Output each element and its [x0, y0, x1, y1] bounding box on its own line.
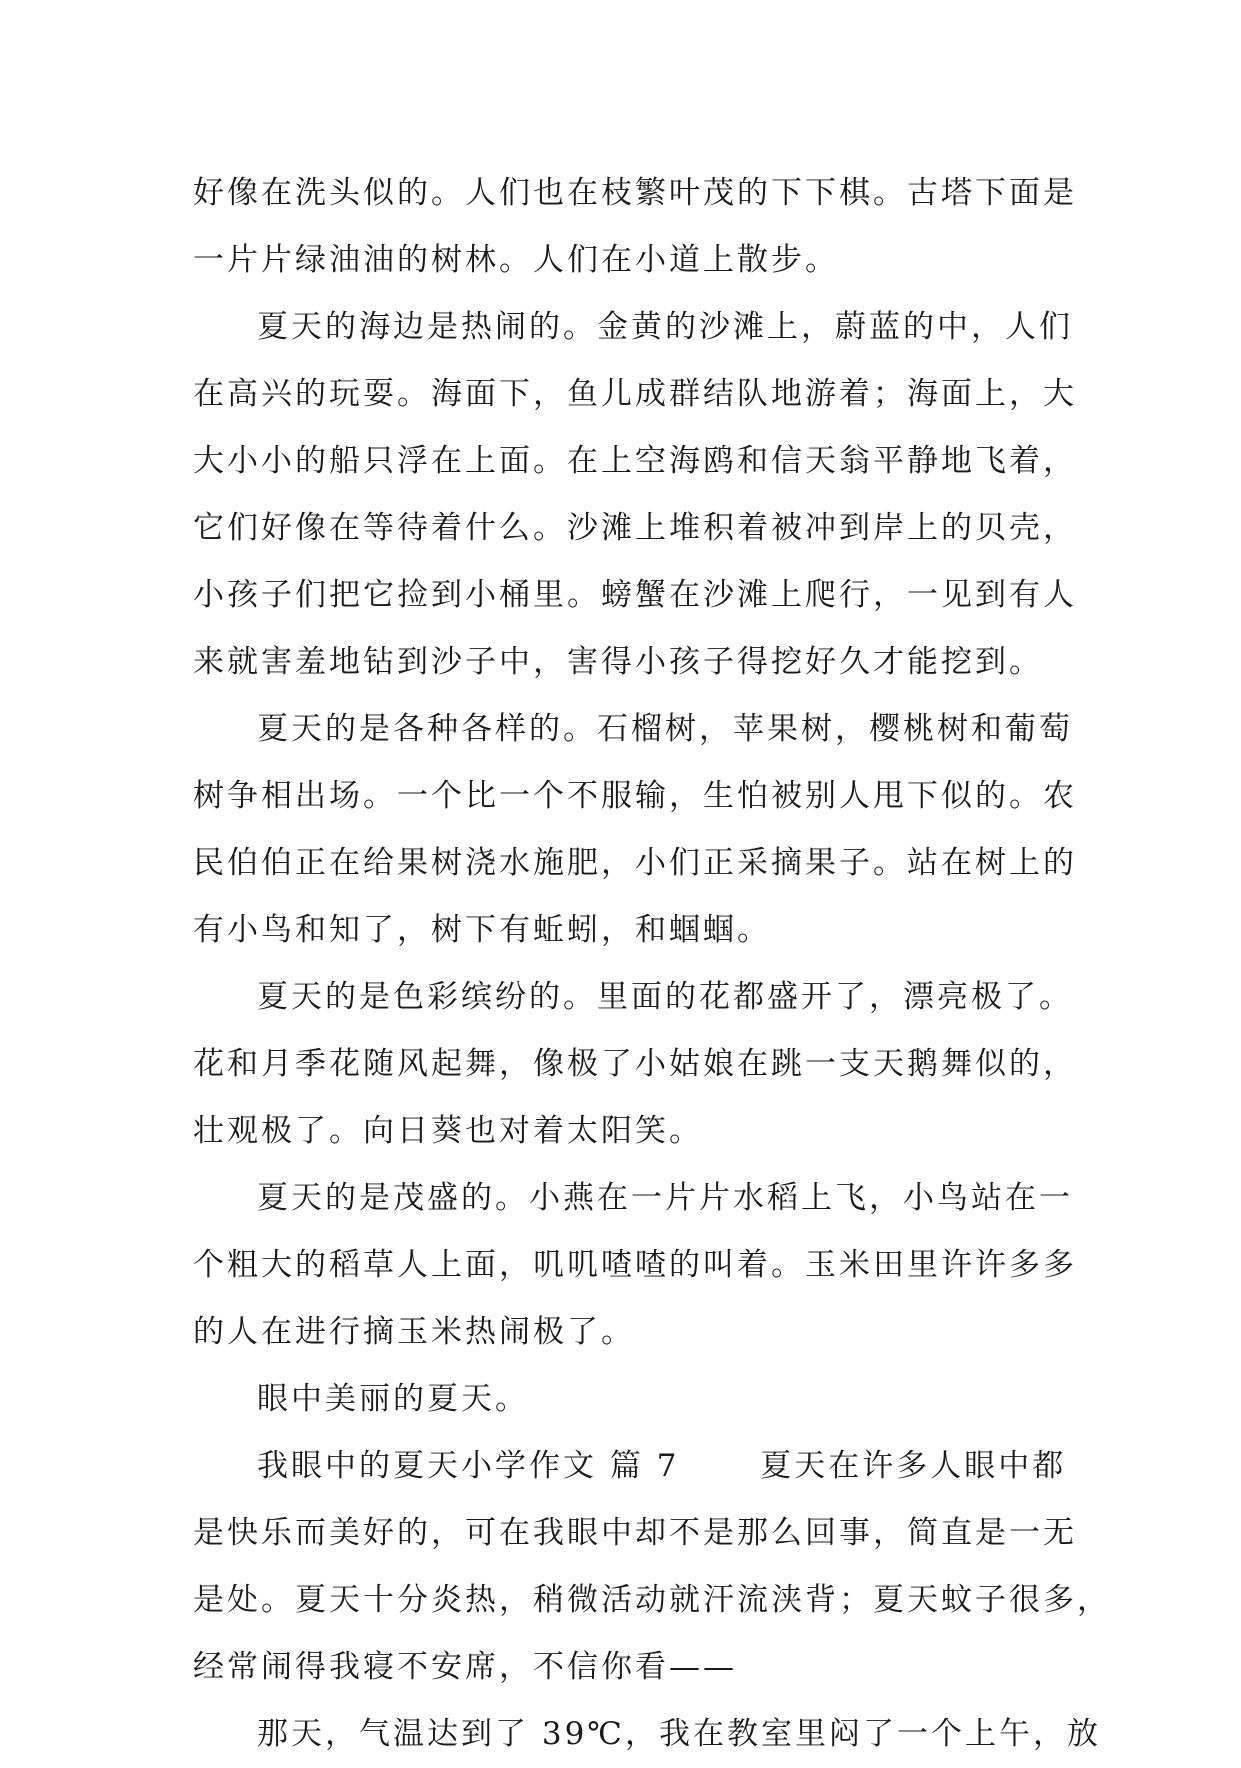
- text-line: 大小小的船只浮在上面。在上空海鸥和信天翁平静地飞着，: [193, 443, 1077, 479]
- text-line: 个粗大的稻草人上面，叽叽喳喳的叫着。玉米田里许许多多: [193, 1247, 1077, 1283]
- text-line: 花和月季花随风起舞，像极了小姑娘在跳一支天鹅舞似的，: [193, 1046, 1077, 1082]
- text-line: 树争相出场。一个比一个不服输，生怕被别人甩下似的。农: [193, 778, 1077, 814]
- body-text: [193, 160, 1111, 1768]
- text-line: 小孩子们把它捡到小桶里。螃蟹在沙滩上爬行，一见到有人: [193, 577, 1077, 613]
- text-line: 那天，气温达到了 39℃，我在教室里闷了一个上午，放: [257, 1716, 1101, 1752]
- text-line: 夏天的是茂盛的。小燕在一片片水稻上飞，小鸟站在一: [257, 1180, 1073, 1216]
- text-line: 夏天的海边是热闹的。金黄的沙滩上，蔚蓝的中，人们: [257, 309, 1073, 345]
- text-line: 我眼中的夏天小学作文 篇 7 夏天在许多人眼中都: [257, 1448, 1067, 1484]
- text-line: 壮观极了。向日葵也对着太阳笑。: [193, 1113, 703, 1149]
- text-line: 它们好像在等待着什么。沙滩上堆积着被冲到岸上的贝壳，: [193, 510, 1077, 546]
- text-line: 在高兴的玩耍。海面下，鱼儿成群结队地游着；海面上，大: [193, 376, 1077, 412]
- text-line: 的人在进行摘玉米热闹极了。: [193, 1314, 635, 1350]
- text-line: 眼中美丽的夏天。: [257, 1381, 529, 1417]
- text-line: 是处。夏天十分炎热，稍微活动就汗流浃背；夏天蚊子很多，: [193, 1582, 1111, 1618]
- text-line: 夏天的是各种各样的。石榴树，苹果树，樱桃树和葡萄: [257, 711, 1073, 747]
- text-line: 是快乐而美好的，可在我眼中却不是那么回事，简直是一无: [193, 1515, 1077, 1551]
- text-line: 经常闹得我寝不安席，不信你看——: [193, 1649, 737, 1685]
- text-line: 民伯伯正在给果树浇水施肥，小们正采摘果子。站在树上的: [193, 845, 1077, 881]
- text-line: 有小鸟和知了，树下有蚯蚓，和蝈蝈。: [193, 912, 771, 948]
- text-line: 好像在洗头似的。人们也在枝繁叶茂的下下棋。古塔下面是: [193, 175, 1077, 211]
- text-line: 一片片绿油油的树林。人们在小道上散步。: [193, 242, 839, 278]
- text-line: 夏天的是色彩缤纷的。里面的花都盛开了，漂亮极了。: [257, 979, 1073, 1015]
- text-line: 来就害羞地钻到沙子中，害得小孩子得挖好久才能挖到。: [193, 644, 1043, 680]
